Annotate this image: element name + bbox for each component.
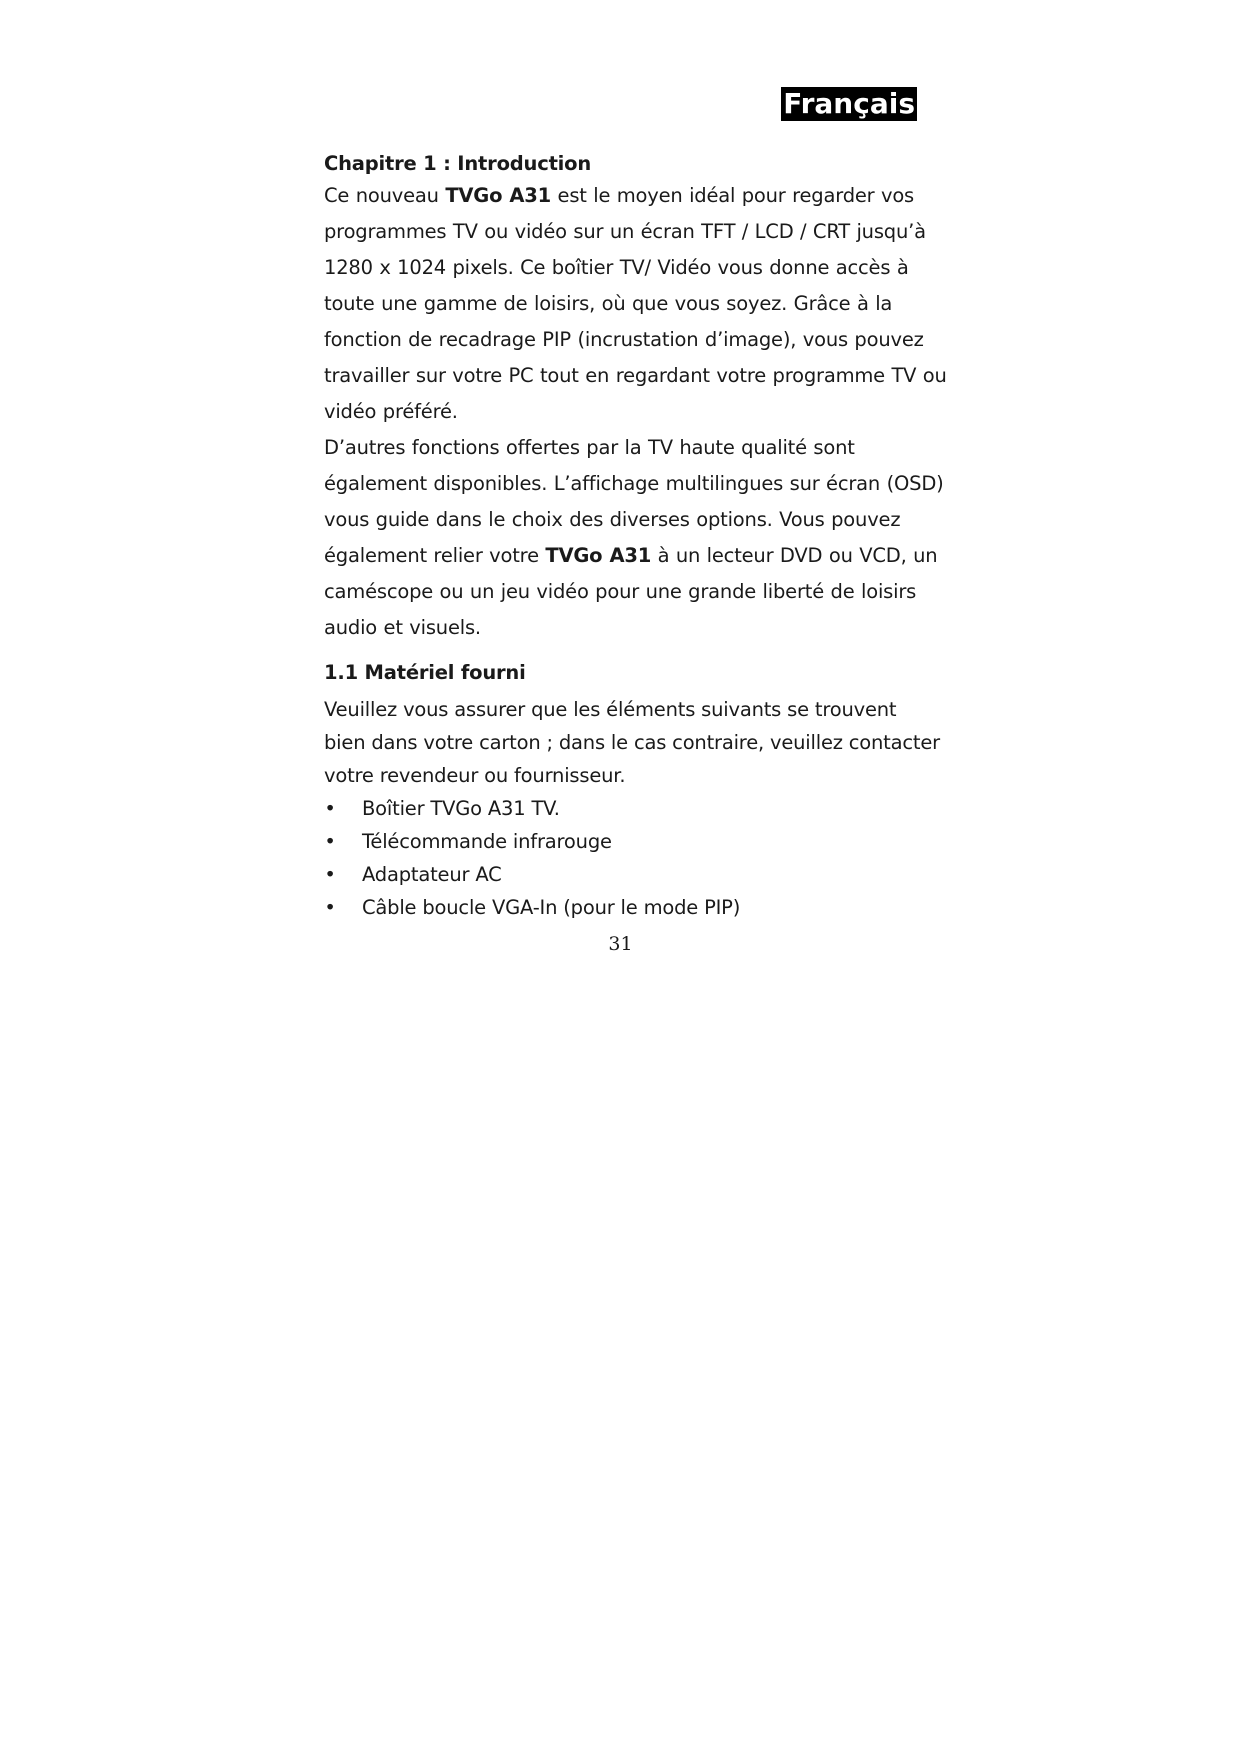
text-line: Veuillez vous assurer que les éléments suivants se trouvent [324,698,897,721]
section-paragraph [324,693,940,792]
product-name: TVGo A31 [545,544,652,567]
text-line: également disponibles. L’affichage multilingues sur écran (OSD) [324,472,944,495]
list-item [324,858,924,891]
list-item-text: Boîtier TVGo A31 TV. [362,797,560,820]
text-line: D’autres fonctions offertes par la TV haute qualité sont [324,436,855,459]
list-item [324,792,924,825]
text-line: vous guide dans le choix des diverses options. Vous pouvez [324,508,901,531]
text-line: vidéo préféré. [324,400,458,423]
list-item [324,825,924,858]
bullet-icon: • [324,863,336,886]
bullet-icon: • [324,830,336,853]
text-line: votre revendeur ou fournisseur. [324,764,626,787]
chapter-title: Chapitre 1 : Introduction [324,152,592,175]
text-line: bien dans votre carton ; dans le cas contraire, veuillez contacter [324,731,940,754]
bullet-icon: • [324,896,336,919]
product-name: TVGo A31 [445,184,552,207]
list-item-text: Télécommande infrarouge [362,830,612,853]
language-tab: Français [783,87,915,120]
text-line: caméscope ou un jeu vidéo pour une grande liberté de loisirs [324,580,917,603]
text-span: est le moyen idéal pour regarder vos [551,184,915,207]
text-line [324,538,938,574]
text-span: Ce nouveau [324,184,446,207]
text-line: audio et visuels. [324,616,481,639]
text-span: à un lecteur DVD ou VCD, un [651,544,938,567]
list-item-text: Adaptateur AC [362,863,502,886]
intro-paragraph-2 [324,430,944,646]
text-line: fonction de recadrage PIP (incrustation d’image), vous pouvez [324,328,924,351]
text-line: travailler sur votre PC tout en regardant votre programme TV ou [324,364,947,387]
bullet-icon: • [324,797,336,820]
included-items-list [324,792,924,924]
list-item [324,891,924,924]
list-item-text: Câble boucle VGA-In (pour le mode PIP) [362,896,741,919]
text-span: également relier votre [324,544,546,567]
intro-paragraph-1 [324,178,947,430]
section-title: 1.1 Matériel fourni [324,661,526,684]
page-number: 31 [608,933,633,955]
page-content [324,150,947,924]
text-line [324,178,924,214]
text-line: 1280 x 1024 pixels. Ce boîtier TV/ Vidéo vous donne accès à [324,256,909,279]
text-line: programmes TV ou vidéo sur un écran TFT / LCD / CRT jusqu’à [324,220,926,243]
text-line: toute une gamme de loisirs, où que vous soyez. Grâce à la [324,292,893,315]
